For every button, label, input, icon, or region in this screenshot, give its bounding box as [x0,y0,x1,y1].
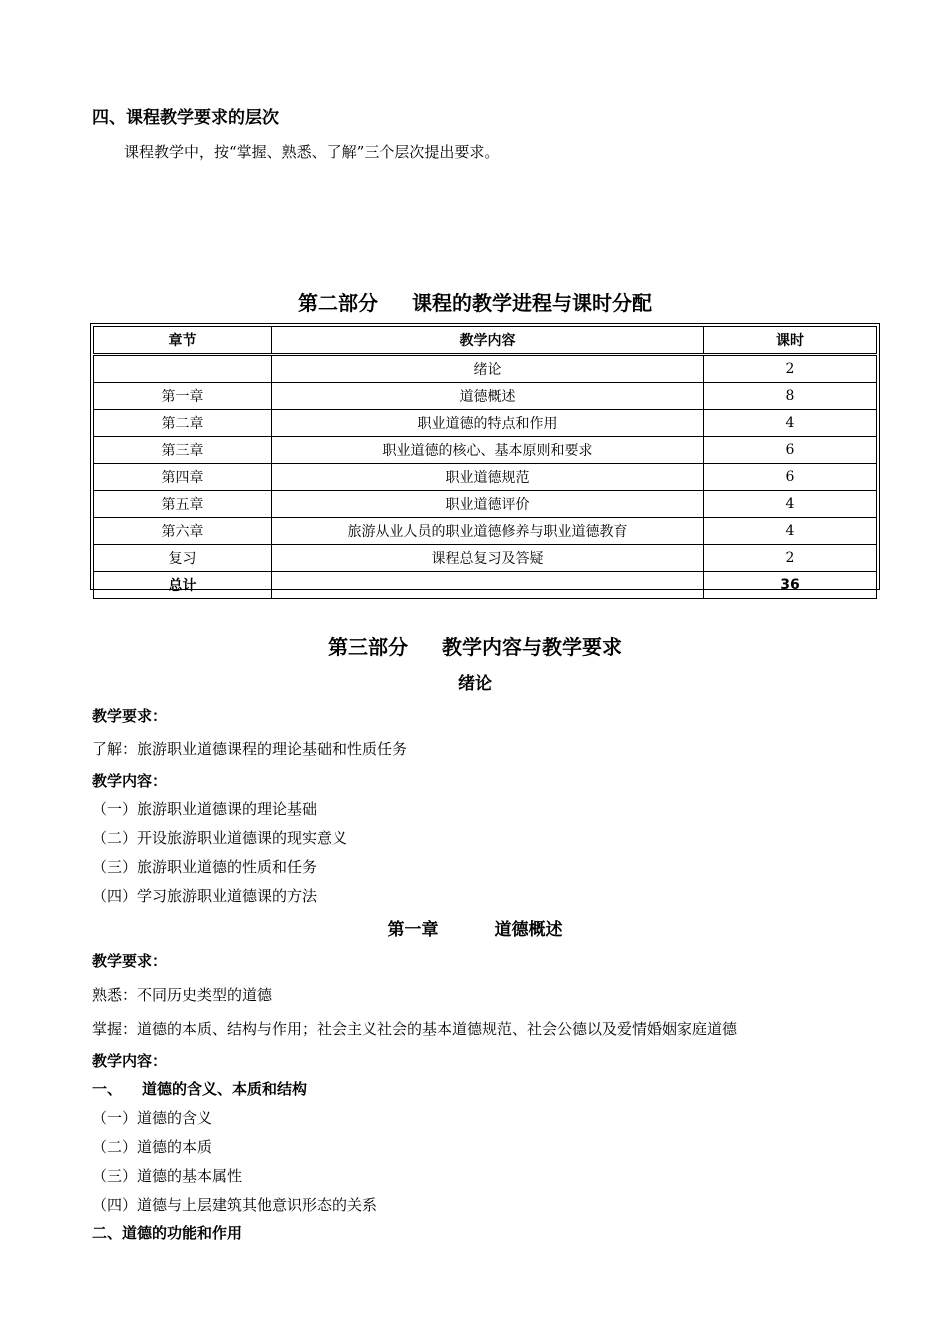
total-hours: 36 [704,572,877,599]
chapter1-section1-heading [92,1078,307,1099]
intro-content-item: （二）开设旅游职业道德课的现实意义 [92,829,348,847]
section-heading: 四、课程教学要求的层次 [92,108,279,128]
cell-chapter [94,355,272,383]
cell-content: 职业道德规范 [272,464,704,491]
chapter1-requirements-label: 教学要求： [92,952,168,970]
table-row [94,491,877,518]
cell-hours: 4 [704,491,877,518]
chapter1-title [0,915,950,940]
section1-title: 道德的含义、本质和结构 [142,1080,308,1098]
chapter1-requirement-line: 熟悉：不同历史类型的道德 [92,986,273,1004]
cell-content: 职业道德的核心、基本原则和要求 [272,437,704,464]
table-row [94,437,877,464]
section1-number: 一、 [92,1080,123,1098]
cell-hours: 2 [704,545,877,572]
chapter1-section1-item: （一）道德的含义 [92,1109,213,1127]
chapter1-requirement-line: 掌握：道德的本质、结构与作用；社会主义社会的基本道德规范、社会公德以及爱情婚姻家庭道德 [92,1020,738,1038]
header-hours: 课时 [704,327,877,355]
part3-title-number: 第三部分 [328,635,408,659]
cell-hours: 6 [704,437,877,464]
chapter1-content-label: 教学内容： [92,1052,168,1070]
cell-chapter: 复习 [94,545,272,572]
chapter1-section1-item: （三）道德的基本属性 [92,1167,243,1185]
header-chapter: 章节 [94,327,272,355]
part3-title-text: 教学内容与教学要求 [442,635,622,659]
chapter1-section1-item: （四）道德与上层建筑其他意识形态的关系 [92,1196,378,1214]
chapter1-section2-heading: 二、道德的功能和作用 [92,1224,243,1242]
total-label: 总计 [94,572,272,599]
part2-title-text: 课程的教学进程与课时分配 [412,291,652,315]
cell-chapter: 第六章 [94,518,272,545]
cell-content: 职业道德评价 [272,491,704,518]
table-total-row [94,572,877,599]
chapter1-number: 第一章 [387,920,439,940]
cell-content: 课程总复习及答疑 [272,545,704,572]
schedule-table [93,326,877,599]
cell-chapter: 第四章 [94,464,272,491]
cell-chapter: 第五章 [94,491,272,518]
cell-content: 绪论 [272,355,704,383]
table-row [94,355,877,383]
cell-hours: 4 [704,518,877,545]
cell-content: 职业道德的特点和作用 [272,410,704,437]
intro-title: 绪论 [458,674,492,694]
part2-title-number: 第二部分 [298,291,378,315]
cell-chapter: 第一章 [94,383,272,410]
cell-chapter: 第三章 [94,437,272,464]
intro-content-label: 教学内容： [92,772,168,790]
intro-requirement-line: 了解：旅游职业道德课程的理论基础和性质任务 [92,740,408,758]
cell-chapter: 第二章 [94,410,272,437]
part2-title [0,287,950,316]
table-header-row [94,327,877,355]
chapter1-name: 道德概述 [494,920,563,940]
header-content: 教学内容 [272,327,704,355]
table-row [94,383,877,410]
table-row [94,410,877,437]
table-row [94,545,877,572]
chapter1-section1-item: （二）道德的本质 [92,1138,213,1156]
cell-content: 旅游从业人员的职业道德修养与职业道德教育 [272,518,704,545]
section-paragraph: 课程教学中，按“掌握、熟悉、了解”三个层次提出要求。 [124,143,500,161]
table-row [94,518,877,545]
total-content [272,572,704,599]
schedule-table-frame [90,323,880,594]
table-row [94,464,877,491]
cell-hours: 6 [704,464,877,491]
cell-hours: 4 [704,410,877,437]
intro-content-item: （四）学习旅游职业道德课的方法 [92,887,318,905]
intro-content-item: （一）旅游职业道德课的理论基础 [92,800,318,818]
cell-content: 道德概述 [272,383,704,410]
cell-hours: 8 [704,383,877,410]
cell-hours: 2 [704,355,877,383]
part3-title [0,631,950,660]
intro-requirements-label: 教学要求： [92,707,168,725]
intro-content-item: （三）旅游职业道德的性质和任务 [92,858,318,876]
